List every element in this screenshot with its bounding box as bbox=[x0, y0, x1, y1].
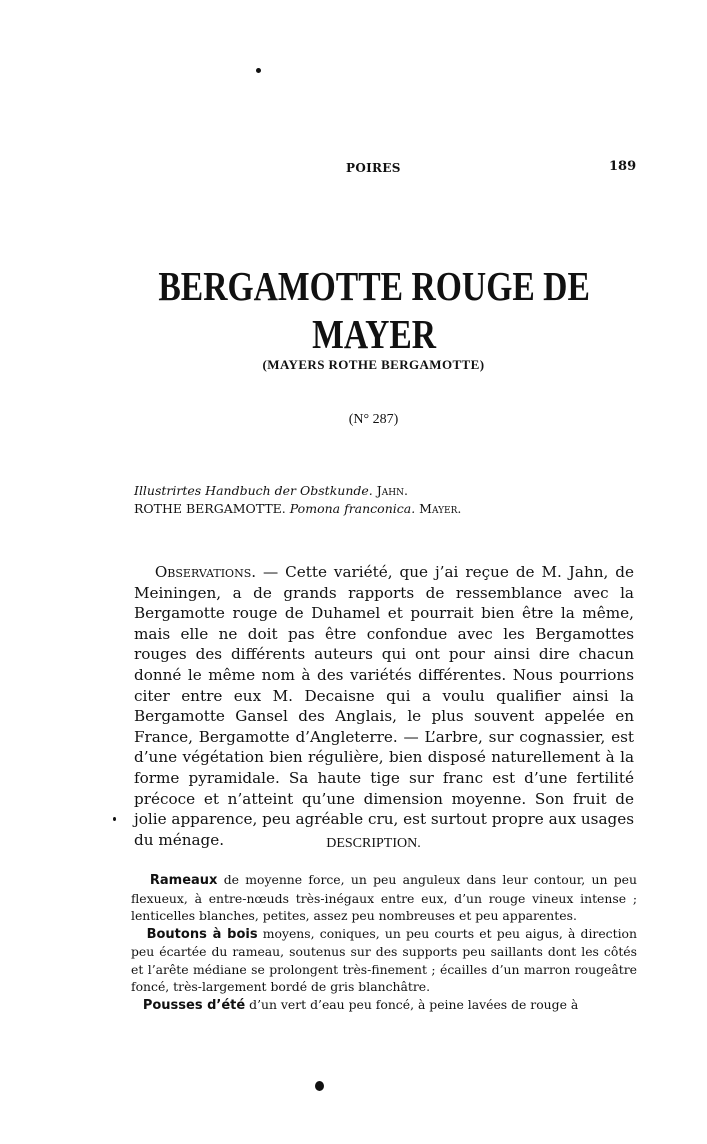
entry-number: (N° 287) bbox=[348, 412, 399, 427]
running-head: POIRES bbox=[346, 161, 401, 175]
reference-author: Mayer. bbox=[419, 501, 462, 516]
reference-name: ROTHE BERGAMOTTE. bbox=[134, 501, 286, 516]
description-term: Rameaux bbox=[149, 873, 218, 888]
ink-speck bbox=[113, 817, 116, 821]
entry-synonym: (MAYERS ROTHE BERGAMOTTE) bbox=[262, 357, 485, 372]
reference-line bbox=[134, 482, 461, 500]
description-paragraph bbox=[131, 925, 637, 996]
ink-speck bbox=[315, 1081, 324, 1091]
page-number: 189 bbox=[609, 159, 637, 174]
reference-work: Pomona franconica. bbox=[289, 501, 416, 516]
description-body bbox=[131, 871, 637, 1014]
reference-author: Jahn. bbox=[376, 483, 408, 498]
reference-line bbox=[134, 500, 461, 518]
references bbox=[134, 482, 461, 518]
description-text: moyens, coniques, un peu courts et peu aigus, à direction peu écartée du rameau, soutenus sur des supports peu saillants dont les côtés et l’arête médiane se prolongent très-finement ; écailles d’un marron rougeâtre foncé, très-largement bordé de gris blanchâtre. bbox=[131, 925, 637, 994]
description-term: Boutons à bois bbox=[146, 926, 258, 942]
reference-work: Illustrirtes Handbuch der Obstkunde. bbox=[134, 483, 373, 498]
ink-speck bbox=[256, 68, 261, 73]
description-paragraph bbox=[131, 996, 637, 1015]
description-term: Pousses d’été bbox=[142, 997, 246, 1013]
entry-title: BERGAMOTTE ROUGE DE MAYER bbox=[158, 263, 590, 357]
observations-lead: Observations. bbox=[154, 563, 257, 581]
description-paragraph bbox=[131, 871, 637, 925]
description-heading: DESCRIPTION. bbox=[326, 836, 421, 851]
observations-text: — Cette variété, que j’ai reçue de M. Jahn, de Meiningen, a de grands rapports de ressemblance avec la Bergamotte rouge de Duhamel et pourrait bien être la même, mais elle ne doit pas être confondue avec les Bergamottes rouges des différents auteurs qui ont pour ainsi dire chacun donné le même nom à des variétés différentes. Nous pourrions citer entre eux M. Decaisne qui a voulu qualifier ainsi la Bergamotte Gansel des Anglais, le plus souvent appelée en France, Bergamotte d’Angleterre. — L’arbre, sur cognassier, est d’une végétation bien régulière, bien disposé naturellement à la forme pyramidale. Sa haute tige sur franc est d’une fertilité précoce et n’atteint qu’une dimension moyenne. Son fruit de jolie apparence, peu agréable cru, est surtout propre aux usages du ménage. bbox=[134, 563, 634, 849]
observations-paragraph bbox=[134, 562, 634, 850]
description-text: d’un vert d’eau peu foncé, à peine lavées de rouge à bbox=[245, 996, 579, 1012]
description-text: de moyenne force, un peu anguleux dans leur contour, un peu flexueux, à entre-nœuds très-inégaux entre eux, d’un rouge vineux intense ; lenticelles blanches, petites, assez peu nombreuses et peu apparentes. bbox=[131, 872, 637, 923]
